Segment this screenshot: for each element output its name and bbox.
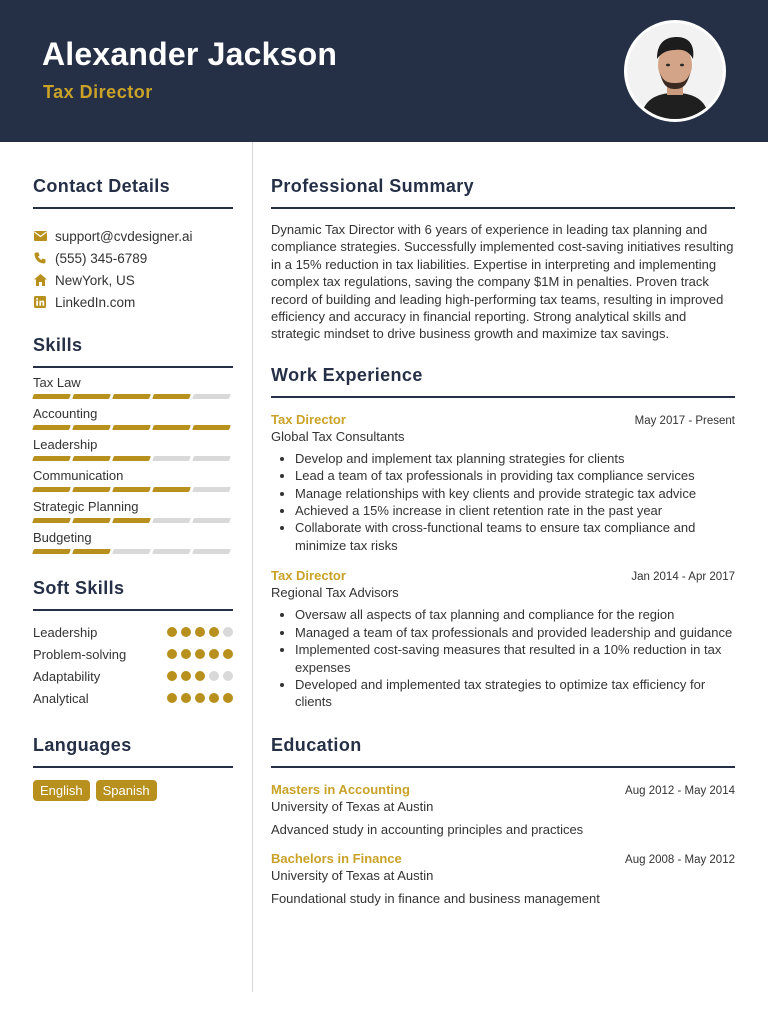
skill-level-segment bbox=[112, 549, 151, 554]
soft-skill-item bbox=[33, 665, 233, 687]
rating-dot bbox=[167, 649, 177, 659]
languages-title: Languages bbox=[33, 735, 233, 768]
linkedin-icon bbox=[33, 295, 47, 309]
rating-dot bbox=[209, 627, 219, 637]
skill-level-segment bbox=[72, 425, 111, 430]
job-entry bbox=[271, 568, 735, 710]
skill-label: Leadership bbox=[33, 437, 98, 452]
skill-item bbox=[33, 436, 233, 461]
rating-dot bbox=[195, 693, 205, 703]
soft-skill-item bbox=[33, 643, 233, 665]
skill-level-segment bbox=[72, 549, 111, 554]
skill-item bbox=[33, 529, 233, 554]
skill-level-segment bbox=[72, 456, 111, 461]
resume-header bbox=[0, 0, 768, 142]
contact-email[interactable] bbox=[33, 225, 233, 247]
skill-level-bar bbox=[33, 518, 233, 523]
education-date: Aug 2008 - May 2012 bbox=[625, 853, 735, 866]
job-company: Regional Tax Advisors bbox=[271, 585, 399, 601]
skill-level-segment bbox=[192, 549, 231, 554]
rating-dot bbox=[181, 649, 191, 659]
experience-title: Work Experience bbox=[271, 365, 735, 398]
skill-level-segment bbox=[32, 425, 71, 430]
education-date: Aug 2012 - May 2014 bbox=[625, 784, 735, 797]
skills-title: Skills bbox=[33, 335, 233, 368]
skill-level-segment bbox=[32, 518, 71, 523]
contact-linkedin[interactable] bbox=[33, 291, 233, 313]
skill-level-segment bbox=[32, 456, 71, 461]
right-column bbox=[271, 142, 735, 906]
skill-level-segment bbox=[32, 549, 71, 554]
soft-skill-item bbox=[33, 621, 233, 643]
skill-level-segment bbox=[112, 425, 151, 430]
soft-skill-label: Leadership bbox=[33, 624, 98, 640]
education-entry bbox=[271, 782, 735, 837]
skill-level-segment bbox=[112, 487, 151, 492]
education-section bbox=[271, 735, 735, 906]
education-school: University of Texas at Austin bbox=[271, 798, 434, 814]
skill-level-segment bbox=[192, 456, 231, 461]
summary-section bbox=[271, 176, 735, 343]
education-degree: Masters in Accounting bbox=[271, 781, 410, 797]
job-company: Global Tax Consultants bbox=[271, 428, 405, 444]
skill-label: Accounting bbox=[33, 406, 98, 421]
skill-level-bar bbox=[33, 549, 233, 554]
rating-dot bbox=[195, 671, 205, 681]
profile-photo bbox=[624, 20, 726, 122]
education-title: Education bbox=[271, 735, 735, 768]
education-description: Foundational study in finance and business management bbox=[271, 890, 600, 906]
contact-email-text: support@cvdesigner.ai bbox=[55, 228, 193, 244]
skill-level-segment bbox=[152, 487, 191, 492]
skill-level-segment bbox=[152, 394, 191, 399]
rating-dot bbox=[209, 649, 219, 659]
candidate-name: Alexander Jackson bbox=[42, 36, 338, 72]
education-degree: Bachelors in Finance bbox=[271, 850, 402, 866]
soft-skill-rating bbox=[167, 649, 233, 659]
languages-list bbox=[33, 780, 233, 801]
skill-level-segment bbox=[192, 518, 231, 523]
skill-level-segment bbox=[152, 518, 191, 523]
rating-dot bbox=[223, 649, 233, 659]
skill-level-segment bbox=[72, 487, 111, 492]
contact-location bbox=[33, 269, 233, 291]
job-date: Jan 2014 - Apr 2017 bbox=[631, 571, 735, 584]
rating-dot bbox=[223, 627, 233, 637]
skill-level-bar bbox=[33, 425, 233, 430]
skill-level-segment bbox=[72, 394, 111, 399]
soft-skills-list bbox=[33, 621, 233, 709]
skill-level-segment bbox=[192, 394, 231, 399]
job-bullet: • Managed a team of tax professionals and provided leadership and guidance bbox=[295, 624, 735, 641]
soft-skill-rating bbox=[167, 627, 233, 637]
job-bullet: • Collaborate with cross-functional teams to ensure tax compliance and minimize tax risks bbox=[295, 519, 735, 554]
skills-section bbox=[33, 335, 233, 554]
contact-location-text: NewYork, US bbox=[55, 272, 135, 288]
job-bullets bbox=[271, 450, 735, 554]
job-bullet: • Implemented cost-saving measures that resulted in a 10% reduction in tax expenses bbox=[295, 641, 735, 676]
column-divider bbox=[252, 142, 253, 992]
rating-dot bbox=[223, 671, 233, 681]
job-bullet: • Developed and implemented tax strategies to optimize tax efficiency for clients bbox=[295, 676, 735, 711]
skill-level-segment bbox=[32, 394, 71, 399]
soft-skill-item bbox=[33, 687, 233, 709]
contact-list bbox=[33, 225, 233, 313]
job-bullet: • Develop and implement tax planning strategies for clients bbox=[295, 450, 735, 467]
contact-phone-text: (555) 345-6789 bbox=[55, 250, 148, 266]
skill-item bbox=[33, 467, 233, 492]
skill-level-segment bbox=[152, 456, 191, 461]
rating-dot bbox=[181, 627, 191, 637]
education-entry bbox=[271, 851, 735, 906]
job-bullet: • Oversaw all aspects of tax planning and compliance for the region bbox=[295, 606, 735, 623]
skill-level-segment bbox=[112, 456, 151, 461]
rating-dot bbox=[209, 671, 219, 681]
skill-label: Strategic Planning bbox=[33, 499, 139, 514]
person-portrait-icon bbox=[627, 23, 723, 119]
skill-level-segment bbox=[192, 425, 231, 430]
soft-skill-rating bbox=[167, 671, 233, 681]
languages-section bbox=[33, 735, 233, 801]
skill-item bbox=[33, 405, 233, 430]
skill-level-segment bbox=[32, 487, 71, 492]
soft-skill-label: Analytical bbox=[33, 690, 89, 706]
language-badge: English bbox=[33, 780, 90, 801]
skill-level-segment bbox=[112, 394, 151, 399]
envelope-icon bbox=[33, 229, 47, 243]
skill-level-segment bbox=[192, 487, 231, 492]
skill-item bbox=[33, 498, 233, 523]
skill-item bbox=[33, 374, 233, 399]
job-bullet: • Manage relationships with key clients and provide strategic tax advice bbox=[295, 485, 735, 502]
soft-skill-label: Adaptability bbox=[33, 668, 101, 684]
language-badge: Spanish bbox=[96, 780, 157, 801]
rating-dot bbox=[209, 693, 219, 703]
skill-level-segment bbox=[72, 518, 111, 523]
soft-skills-section bbox=[33, 578, 233, 709]
skill-level-segment bbox=[112, 518, 151, 523]
job-bullets bbox=[271, 606, 735, 710]
skill-level-segment bbox=[152, 425, 191, 430]
education-school: University of Texas at Austin bbox=[271, 867, 434, 883]
rating-dot bbox=[195, 627, 205, 637]
skill-label: Communication bbox=[33, 468, 124, 483]
soft-skills-title: Soft Skills bbox=[33, 578, 233, 611]
home-icon bbox=[33, 273, 47, 287]
job-date: May 2017 - Present bbox=[634, 414, 735, 427]
rating-dot bbox=[167, 671, 177, 681]
skill-level-bar bbox=[33, 394, 233, 399]
contact-title: Contact Details bbox=[33, 176, 233, 209]
job-bullet: • Achieved a 15% increase in client retention rate in the past year bbox=[295, 502, 735, 519]
skill-label: Budgeting bbox=[33, 530, 92, 545]
soft-skill-rating bbox=[167, 693, 233, 703]
summary-title: Professional Summary bbox=[271, 176, 735, 209]
skill-level-segment bbox=[152, 549, 191, 554]
skills-list bbox=[33, 374, 233, 554]
job-role: Tax Director bbox=[271, 411, 346, 427]
job-role: Tax Director bbox=[271, 568, 346, 584]
rating-dot bbox=[195, 649, 205, 659]
skill-level-bar bbox=[33, 487, 233, 492]
rating-dot bbox=[167, 693, 177, 703]
education-description: Advanced study in accounting principles and practices bbox=[271, 821, 584, 837]
contact-section bbox=[33, 176, 233, 313]
rating-dot bbox=[181, 693, 191, 703]
soft-skill-label: Problem-solving bbox=[33, 646, 127, 662]
experience-section bbox=[271, 365, 735, 711]
job-entry bbox=[271, 412, 735, 554]
job-bullet: • Lead a team of tax professionals in providing tax compliance services bbox=[295, 467, 735, 484]
rating-dot bbox=[181, 671, 191, 681]
contact-phone[interactable] bbox=[33, 247, 233, 269]
phone-icon bbox=[33, 251, 47, 265]
skill-level-bar bbox=[33, 456, 233, 461]
left-column bbox=[33, 142, 233, 801]
skill-label: Tax Law bbox=[33, 375, 81, 390]
candidate-title: Tax Director bbox=[43, 82, 153, 102]
summary-text: Dynamic Tax Director with 6 years of experience in leading tax planning and compliance strategies. Successfully implemented cost-saving initiatives resulting in a 15% reduction in tax liabilities. Expertise in interpreting and implementing complex tax regulations, saving the company $1M in penalties. Proven track record of building and leading high-performing tax teams, resulting in improved efficiency and accuracy in financial reporting. Strong analytical skills and strategic mindset to drive business growth and maximize tax savings. bbox=[271, 222, 734, 342]
contact-linkedin-text: LinkedIn.com bbox=[55, 294, 136, 310]
rating-dot bbox=[167, 627, 177, 637]
rating-dot bbox=[223, 693, 233, 703]
